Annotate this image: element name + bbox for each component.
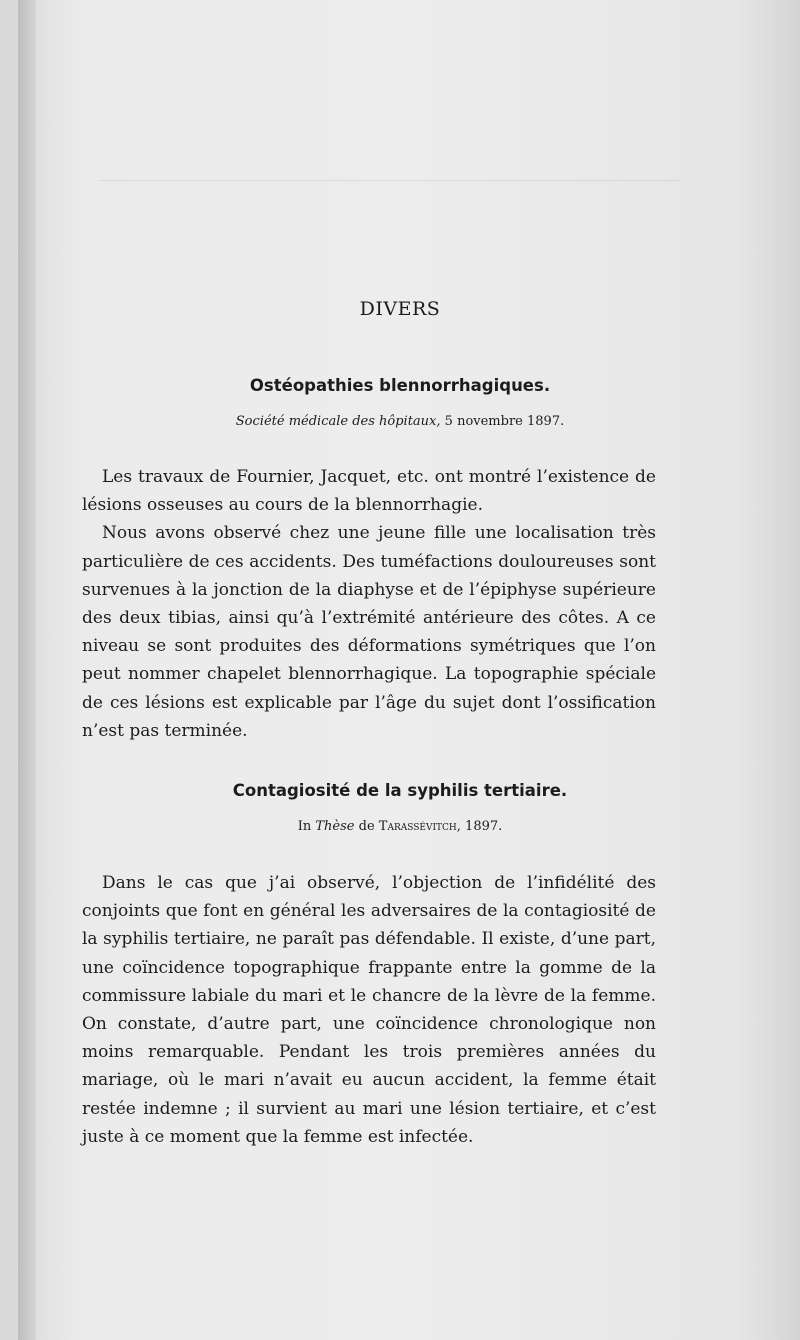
section-2-title: Contagiosité de la syphilis tertiaire. (232, 781, 568, 800)
section-2-source-thesis: Thèse (315, 819, 355, 834)
section-2-source-author: Tarassévitch, (378, 819, 461, 834)
page-edge-shadow (18, 0, 36, 1340)
section-2-source-mid: de (358, 819, 375, 834)
section-1-title: Ostéopathies blennorrhagiques. (249, 376, 551, 395)
section-1-body (82, 463, 656, 745)
section-1-source-date: 5 novembre 1897. (444, 414, 565, 429)
bleed-through-rule (100, 180, 680, 181)
section-1-paragraph-2: Nous avons observé chez une jeune fille une localisation très particulière de ces accidents. Des tuméfactions douloureuses sont survenues à la jonction de la diaphyse et de l’épiphyse supérieure des deux tibias, ainsi qu’à l’extrémité antérieure des côtes. A ce niveau se sont produites des déformations symétriques que l’on peut nommer chapelet blennorrhagique. La topographie spéciale de ces lésions est explicable par l’âge du sujet dont l’ossification n’est pas terminée. (82, 523, 656, 741)
section-1-source-journal: Société médicale des hôpitaux, (235, 414, 441, 429)
section-2-body (82, 869, 656, 1151)
section-2-source-year: 1897. (465, 819, 503, 834)
section-1-paragraph-1: Les travaux de Fournier, Jacquet, etc. ont montré l’existence de lésions osseuses au cours de la blennorrhagie. (82, 467, 656, 516)
section-2-paragraph-1: Dans le cas que j’ai observé, l’objection de l’infidélité des conjoints que font en général les adversaires de la contagiosité de la syphilis tertiaire, ne paraît pas défendable. Il existe, d’une part, une coïncidence topographique frappante entre la gomme de la commissure labiale du mari et le chancre de la lèvre de la femme. On constate, d’autre part, une coïncidence chronologique non moins remarquable. Pendant les trois premières années du mariage, où le mari n’avait eu aucun accident, la femme était restée indemne ; il survient au mari une lésion tertiaire, et c’est juste à ce moment que la femme est infectée. (82, 873, 656, 1147)
section-2-source-prefix: In (297, 819, 312, 834)
section-1-source (0, 414, 800, 429)
section-2-source (0, 819, 800, 834)
page-heading: DIVERS (359, 298, 441, 320)
